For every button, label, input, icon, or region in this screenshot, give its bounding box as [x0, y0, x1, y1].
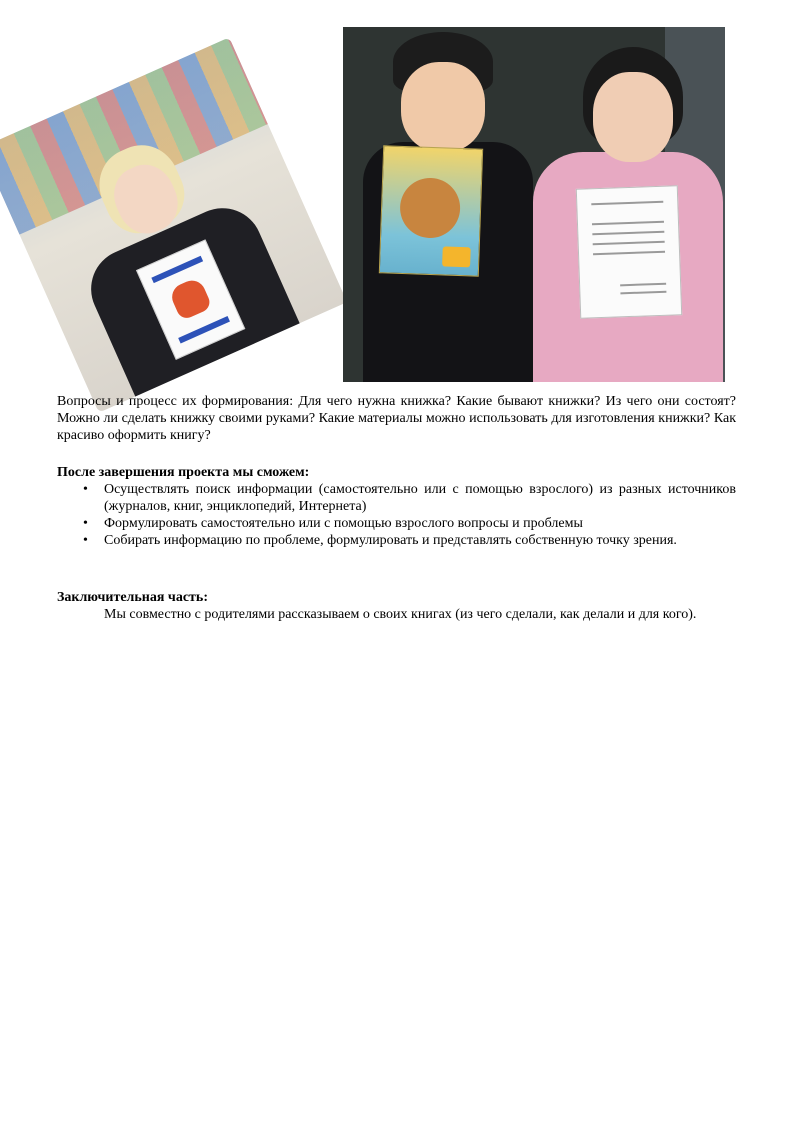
photo-two-children-with-books	[343, 27, 725, 382]
list-item-text: Формулировать самостоятельно или с помощью взрослого вопросы и проблемы	[104, 516, 583, 531]
bullet-icon: •	[83, 516, 88, 531]
final-paragraph: Мы совместно с родителями рассказываем о своих книгах (из чего сделали, как делали и для кого).	[104, 607, 697, 622]
results-heading: После завершения проекта мы сможем:	[57, 465, 310, 480]
bullet-icon: •	[83, 482, 88, 497]
bullet-icon: •	[83, 533, 88, 548]
list-item-text: Собирать информацию по проблеме, формулировать и представлять собственную точку зрения.	[104, 533, 677, 548]
intro-paragraph: Вопросы и процесс их формирования: Для чего нужна книжка? Какие бывают книжки? Из чего они состоят? Можно ли сделать книжку своими руками? Какие материалы можно использовать для изготовления книжки? Как красиво оформить книгу?	[57, 394, 736, 443]
final-heading: Заключительная часть:	[57, 590, 208, 605]
photo-child-with-book	[0, 37, 347, 413]
list-item-text: Осуществлять поиск информации (самостоятельно или с помощью взрослого) из разных источников (журналов, книг, энциклопедий, Интернета)	[104, 482, 736, 514]
list-item	[57, 532, 736, 549]
results-list	[57, 481, 736, 549]
list-item	[57, 515, 736, 532]
list-item	[57, 481, 736, 515]
